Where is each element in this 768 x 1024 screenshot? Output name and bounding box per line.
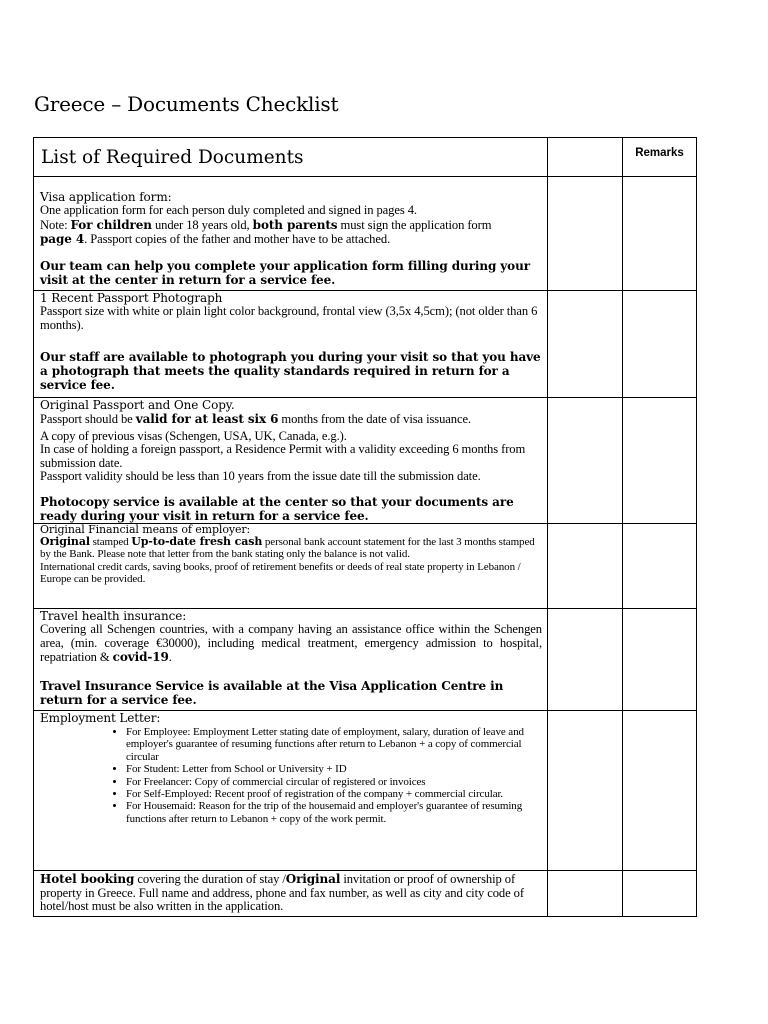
row-text: International credit cards, saving books, proof of retirement benefits or deeds of real state property in Lebanon / Europe can be provided. bbox=[40, 560, 521, 585]
row-text: Original stamped Up-to-date fresh cash personal bank account statement for the last 3 months stamped by the Bank. Please note that letter from the bank stating only the balance is not valid. bbox=[40, 535, 535, 561]
row-heading: Original Financial means of employer: bbox=[40, 523, 251, 536]
service-note: Photocopy service is available at the center so that your documents are ready during your visit in return for a service fee. bbox=[40, 494, 514, 523]
row-text: Hotel booking covering the duration of stay /Original invitation or proof of ownership of property in Greece. Full name and address, phone and fax number, as well as city and city code of hotel/host must be also written in the application. bbox=[40, 872, 524, 914]
remarks-cell[interactable] bbox=[623, 711, 697, 871]
check-cell[interactable] bbox=[548, 609, 623, 711]
row-heading: 1 Recent Passport Photograph bbox=[40, 291, 223, 305]
remarks-cell[interactable] bbox=[623, 524, 697, 609]
row-text: page 4. Passport copies of the father and mother have to be attached. bbox=[40, 232, 391, 247]
table-header-row bbox=[34, 138, 697, 177]
row-text: Passport size with white or plain light color background, frontal view (3,5x 4,5cm); (not older than 6 months). bbox=[40, 304, 538, 332]
row-text: Passport validity should be less than 10 years from the issue date till the submission date. bbox=[40, 469, 481, 484]
check-cell[interactable] bbox=[548, 871, 623, 917]
check-cell[interactable] bbox=[548, 291, 623, 398]
page-title: Greece – Documents Checklist bbox=[34, 92, 339, 116]
remarks-cell[interactable] bbox=[623, 177, 697, 291]
row-text: Covering all Schengen countries, with a company having an assistance office within the Schengen area, (min. coverage €30000), including medical treatment, emergency admission to hospital, repatriation & covid-19. bbox=[40, 622, 542, 665]
check-cell[interactable] bbox=[548, 177, 623, 291]
service-note: Our team can help you complete your application form filling during your visit at the center in return for a service fee. bbox=[40, 258, 530, 287]
table-row bbox=[34, 609, 697, 711]
table-row bbox=[34, 871, 697, 917]
list-item: • For Employee: Employment Letter stating date of employment, salary, duration of leave and employer's guarantee of resuming functions after return to Lebanon + a copy of commercial circular bbox=[126, 726, 542, 763]
documents-table bbox=[33, 137, 697, 917]
row-text: In case of holding a foreign passport, a Residence Permit with a validity exceeding 6 months from submission date. bbox=[40, 442, 526, 470]
row-heading: Travel health insurance: bbox=[40, 609, 187, 623]
remarks-cell[interactable] bbox=[623, 609, 697, 711]
table-row bbox=[34, 177, 697, 291]
header-check-cell bbox=[548, 138, 623, 177]
list-item: • For Freelancer: Copy of commercial circular of registered or invoices bbox=[126, 776, 542, 788]
row-heading: Visa application form: bbox=[40, 190, 172, 204]
header-remarks-label: Remarks bbox=[635, 147, 684, 159]
row-text: Note: For children under 18 years old, both parents must sign the application form bbox=[40, 217, 492, 232]
service-note: Our staff are available to photograph you during your visit so that you have a photograph that meets the quality standards required in return for a service fee. bbox=[40, 350, 541, 393]
check-cell[interactable] bbox=[548, 711, 623, 871]
header-remarks-cell bbox=[623, 138, 697, 177]
row-text: One application form for each person duly completed and signed in pages 4. bbox=[40, 203, 417, 217]
service-note: Travel Insurance Service is available at the Visa Application Centre in return for a service fee. bbox=[40, 678, 504, 707]
row-text: Passport should be valid for at least six 6 months from the date of visa issuance. bbox=[40, 412, 472, 426]
remarks-cell[interactable] bbox=[623, 291, 697, 398]
remarks-cell[interactable] bbox=[623, 871, 697, 917]
table-row bbox=[34, 291, 697, 398]
remarks-cell[interactable] bbox=[623, 398, 697, 524]
row-heading: Original Passport and One Copy. bbox=[40, 398, 235, 412]
row-heading: Employment Letter: bbox=[40, 711, 161, 725]
table-row bbox=[34, 711, 697, 871]
row-text: A copy of previous visas (Schengen, USA, UK, Canada, e.g.). bbox=[40, 428, 347, 443]
list-item: • For Self-Employed: Recent proof of registration of the company + commercial circular. bbox=[126, 788, 542, 800]
check-cell[interactable] bbox=[548, 524, 623, 609]
list-item: • For Student: Letter from School or University + ID bbox=[126, 763, 542, 775]
table-row bbox=[34, 398, 697, 524]
header-list-cell bbox=[34, 138, 548, 177]
check-cell[interactable] bbox=[548, 398, 623, 524]
table-row bbox=[34, 524, 697, 609]
list-item: • For Housemaid: Reason for the trip of the housemaid and employer's guarantee of resuming functions after return to Lebanon + copy of the work permit. bbox=[126, 800, 542, 825]
header-list-label: List of Required Documents bbox=[41, 147, 304, 168]
employment-list bbox=[40, 726, 542, 825]
